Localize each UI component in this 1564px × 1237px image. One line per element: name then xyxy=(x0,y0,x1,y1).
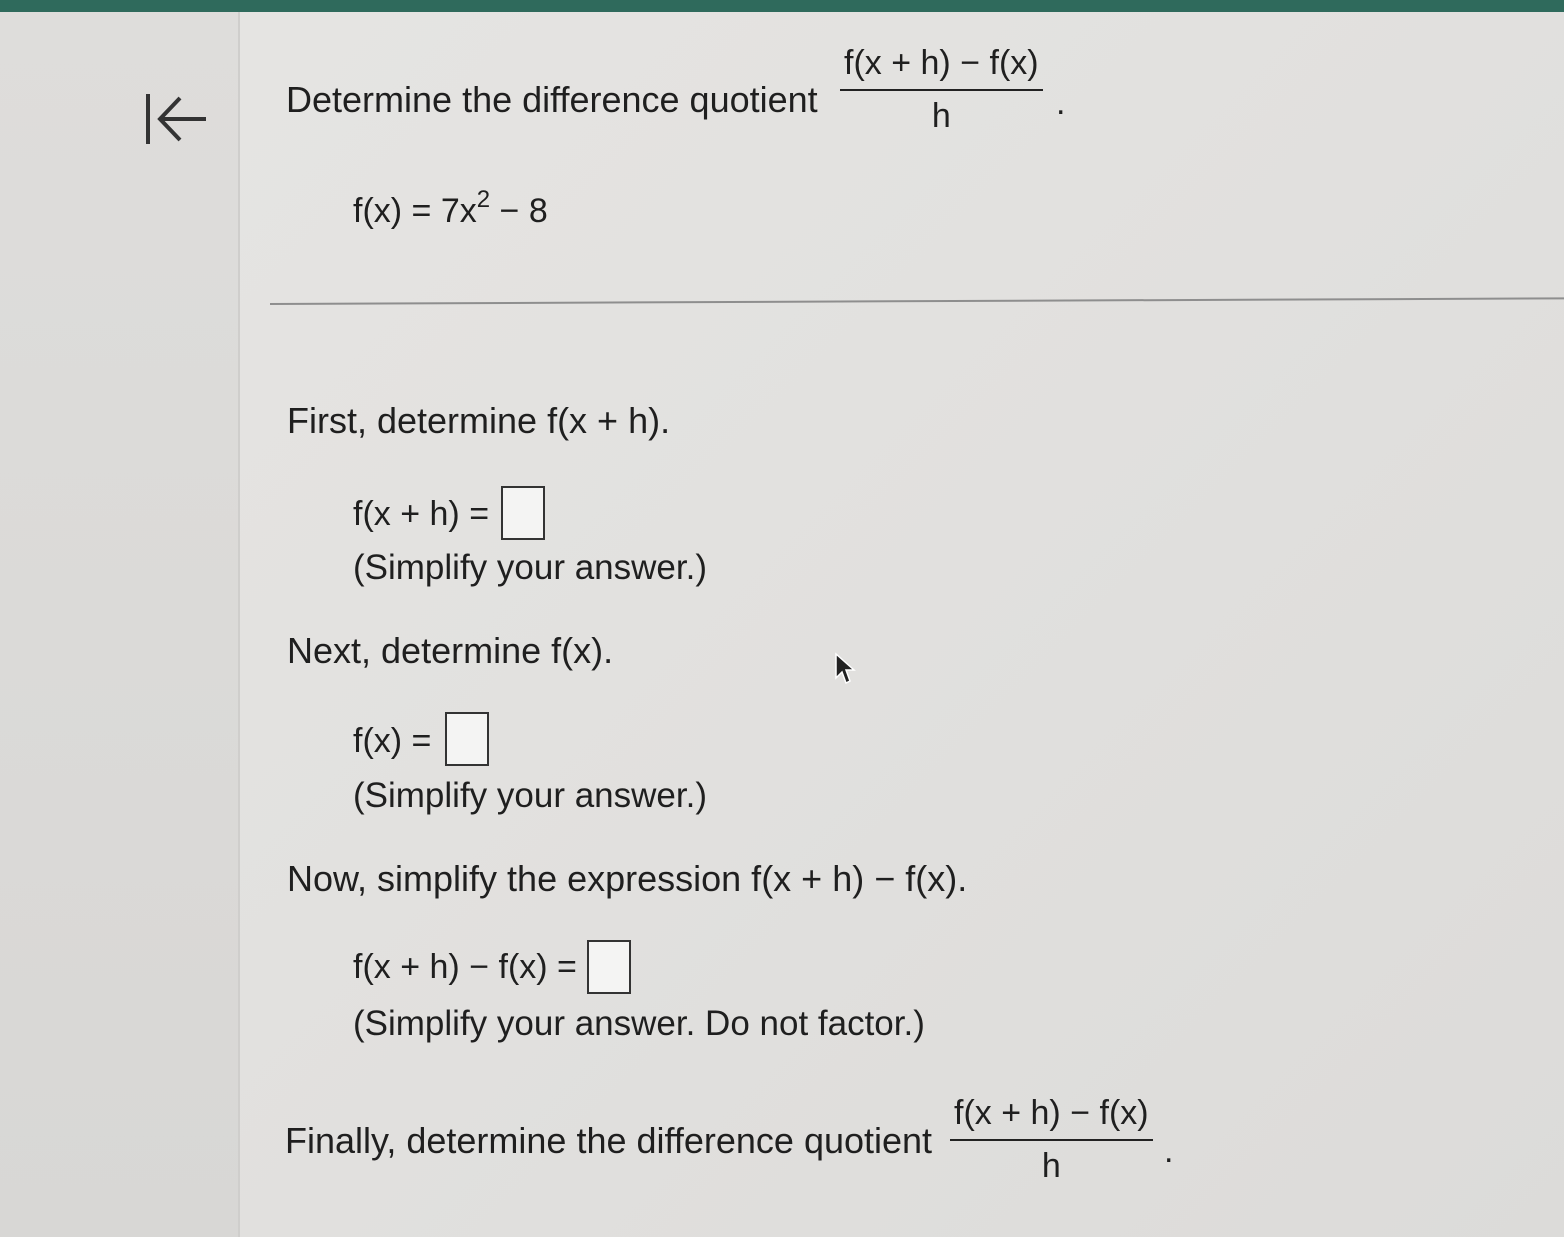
step1-hint: (Simplify your answer.) xyxy=(353,548,707,587)
final-fraction-denominator: h xyxy=(1041,1147,1061,1185)
step2-hint: (Simplify your answer.) xyxy=(353,776,707,815)
question-panel xyxy=(240,12,1564,1237)
step2-instruction: Next, determine f(x). xyxy=(287,630,614,671)
answer-input-difference[interactable] xyxy=(587,940,631,994)
final-period: . xyxy=(1164,1132,1174,1170)
final-fraction xyxy=(950,1094,1153,1186)
prompt-text: Determine the difference quotient xyxy=(286,79,818,120)
step3-instruction: Now, simplify the expression f(x + h) − f(x). xyxy=(287,858,968,899)
left-panel xyxy=(0,12,240,1237)
final-fraction-numerator: f(x + h) − f(x) xyxy=(950,1094,1153,1141)
final-instruction: Finally, determine the difference quotient xyxy=(285,1120,933,1161)
function-lhs: f(x) = 7x xyxy=(353,192,477,230)
fraction-numerator: f(x + h) − f(x) xyxy=(840,44,1043,91)
answer-input-f-x-plus-h[interactable] xyxy=(501,486,545,540)
answer-input-f-x[interactable] xyxy=(445,712,489,766)
top-bar xyxy=(0,0,1564,12)
function-rest: − 8 xyxy=(490,192,548,230)
step3-label: f(x + h) − f(x) = xyxy=(353,948,577,986)
mouse-pointer-icon xyxy=(834,652,858,686)
fraction-denominator: h xyxy=(931,97,951,135)
function-definition xyxy=(353,186,548,231)
step2-label: f(x) = xyxy=(353,722,432,760)
step3-hint: (Simplify your answer. Do not factor.) xyxy=(353,1004,925,1043)
step1-instruction: First, determine f(x + h). xyxy=(287,400,671,441)
prompt-period: . xyxy=(1056,84,1066,122)
collapse-left-icon[interactable] xyxy=(140,88,210,150)
step1-label: f(x + h) = xyxy=(353,495,490,533)
function-exponent: 2 xyxy=(476,186,491,213)
prompt-fraction xyxy=(840,44,1043,136)
